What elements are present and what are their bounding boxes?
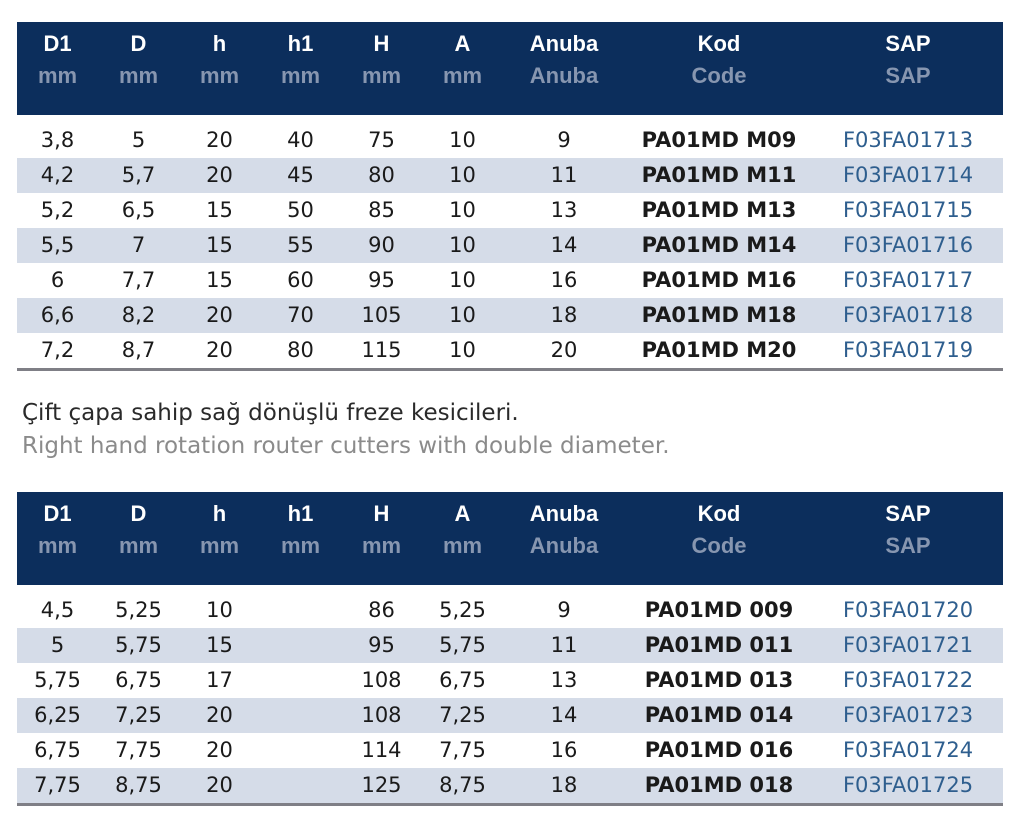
table-cell: 4,2 (17, 158, 98, 193)
column-header-unit: Anuba (529, 63, 599, 88)
table-cell: 17 (206, 668, 233, 692)
column-header-unit: Anuba (529, 533, 599, 558)
table-cell: 10 (422, 228, 503, 263)
column-header-unit: mm (37, 533, 78, 558)
table-cell: 75 (368, 128, 395, 152)
table-cell: 13 (550, 668, 578, 692)
table-2-body (17, 585, 1003, 805)
product-code-cell: PA01MD M16 (641, 268, 797, 292)
table-cell: 11 (503, 158, 625, 193)
table-cell: 3,8 (40, 128, 75, 152)
table-cell: 14 (503, 698, 625, 733)
table-cell: 5,25 (439, 598, 486, 622)
table-cell: 45 (260, 158, 341, 193)
column-header-unit: mm (199, 533, 240, 558)
column-header-unit: mm (442, 63, 483, 88)
column-header-label: H (373, 31, 390, 56)
sap-code-cell: F03FA01723 (813, 698, 1003, 733)
product-code-cell: PA01MD 014 (625, 698, 813, 733)
table-cell: 6,75 (115, 668, 162, 692)
table-row (17, 263, 1003, 298)
table-cell: 70 (260, 298, 341, 333)
column-header (260, 492, 341, 585)
product-code-cell: PA01MD 016 (644, 738, 794, 762)
sap-code-cell: F03FA01724 (842, 738, 974, 762)
table-cell: 10 (422, 333, 503, 370)
table-cell: 5,75 (98, 628, 179, 663)
table-cell: 7,75 (17, 768, 98, 805)
table-cell (260, 698, 341, 733)
table-cell: 8,75 (98, 768, 179, 805)
column-header (813, 22, 1003, 115)
column-header-label: SAP (885, 501, 931, 526)
product-code-cell: PA01MD 018 (625, 768, 813, 805)
table-cell: 10 (422, 158, 503, 193)
table-cell (260, 733, 341, 768)
table-cell: 5,5 (17, 228, 98, 263)
table-cell: 105 (341, 298, 422, 333)
table-cell: 6,6 (17, 298, 98, 333)
column-header-label: A (454, 501, 471, 526)
product-code-cell: PA01MD M20 (625, 333, 813, 370)
table-cell (260, 593, 341, 628)
column-header-unit: Code (691, 63, 747, 88)
table-cell: 125 (341, 768, 422, 805)
column-header-unit: mm (118, 533, 159, 558)
table-row (17, 193, 1003, 228)
table-cell: 6,75 (34, 738, 81, 762)
table-cell: 18 (503, 768, 625, 805)
table-cell: 95 (368, 268, 395, 292)
product-code-cell: PA01MD M11 (625, 158, 813, 193)
column-header-unit: mm (361, 533, 402, 558)
table-cell: 86 (368, 598, 395, 622)
product-code-cell: PA01MD 011 (625, 628, 813, 663)
column-header-unit: Code (691, 533, 747, 558)
table-cell (260, 663, 341, 698)
table-cell: 10 (449, 198, 476, 222)
table-cell: 108 (341, 698, 422, 733)
table-cell (260, 628, 341, 663)
table-cell: 7,25 (422, 698, 503, 733)
table-row (17, 628, 1003, 663)
table-row (17, 733, 1003, 768)
table-cell: 9 (557, 128, 571, 152)
table-row (17, 228, 1003, 263)
table-row (17, 333, 1003, 370)
cutter-table-1 (17, 22, 1003, 371)
table-cell: 10 (206, 598, 233, 622)
table-row (17, 768, 1003, 805)
table-1-body (17, 115, 1003, 370)
table-cell: 13 (550, 198, 578, 222)
column-header-unit: SAP (885, 533, 931, 558)
column-header-unit: mm (361, 63, 402, 88)
column-header (625, 492, 813, 585)
table-cell: 7,2 (17, 333, 98, 370)
sap-code-cell: F03FA01725 (813, 768, 1003, 805)
column-header-label: D (130, 501, 147, 526)
column-header (341, 22, 422, 115)
table-cell: 20 (179, 158, 260, 193)
column-header (17, 22, 98, 115)
column-header (98, 22, 179, 115)
table-cell: 9 (557, 598, 571, 622)
column-header (341, 492, 422, 585)
product-code-cell: PA01MD M14 (625, 228, 813, 263)
table-cell: 5,75 (34, 668, 81, 692)
cutter-table-2 (17, 492, 1003, 806)
column-header-label: h1 (287, 501, 314, 526)
table-cell: 15 (206, 198, 233, 222)
sap-code-cell: F03FA01718 (813, 298, 1003, 333)
product-code-cell: PA01MD M13 (641, 198, 797, 222)
column-header-label: H (373, 501, 390, 526)
header-gap (17, 115, 1003, 123)
sap-code-cell: F03FA01713 (842, 128, 974, 152)
column-header (503, 492, 625, 585)
sap-code-cell: F03FA01721 (813, 628, 1003, 663)
table-cell: 8,75 (422, 768, 503, 805)
table-cell: 80 (260, 333, 341, 370)
table-cell: 95 (341, 628, 422, 663)
table-cell: 8,7 (98, 333, 179, 370)
table-cell: 5,2 (40, 198, 75, 222)
sap-code-cell: F03FA01716 (813, 228, 1003, 263)
table-cell: 5 (17, 628, 98, 663)
table-cell: 20 (179, 298, 260, 333)
column-header-label: Kod (697, 31, 741, 56)
table-cell: 5,7 (98, 158, 179, 193)
column-header (98, 492, 179, 585)
table-cell: 80 (341, 158, 422, 193)
sap-code-cell: F03FA01714 (813, 158, 1003, 193)
column-header-label: D1 (43, 501, 72, 526)
table-cell: 7,25 (98, 698, 179, 733)
table-cell: 20 (179, 698, 260, 733)
sap-code-cell: F03FA01722 (842, 668, 974, 692)
column-header-label: D (130, 31, 147, 56)
column-header-label: Anuba (529, 31, 599, 56)
table-cell: 55 (260, 228, 341, 263)
table-cell: 18 (503, 298, 625, 333)
table-cell: 85 (368, 198, 395, 222)
sap-code-cell: F03FA01715 (842, 198, 974, 222)
table-cell: 20 (206, 128, 233, 152)
product-code-cell: PA01MD 013 (644, 668, 794, 692)
table-cell: 15 (179, 628, 260, 663)
column-header-unit: mm (442, 533, 483, 558)
table-cell: 60 (287, 268, 314, 292)
table-cell (260, 768, 341, 805)
table-cell: 5 (131, 128, 146, 152)
table-row (17, 123, 1003, 158)
column-header-label: h (212, 501, 227, 526)
table-cell: 4,5 (40, 598, 75, 622)
table-cell: 114 (361, 738, 402, 762)
column-header (179, 22, 260, 115)
column-header (422, 492, 503, 585)
table-cell: 5,75 (422, 628, 503, 663)
table-cell: 20 (179, 768, 260, 805)
sap-code-cell: F03FA01720 (842, 598, 974, 622)
table-cell: 6 (50, 268, 65, 292)
product-code-cell: PA01MD M18 (625, 298, 813, 333)
table-row (17, 298, 1003, 333)
table-cell: 6,5 (121, 198, 156, 222)
column-header-unit: mm (280, 63, 321, 88)
product-code-cell: PA01MD 009 (644, 598, 794, 622)
table-cell: 90 (341, 228, 422, 263)
column-header (260, 22, 341, 115)
table-cell: 14 (503, 228, 625, 263)
column-header (17, 492, 98, 585)
column-header-unit: mm (280, 533, 321, 558)
column-header-unit: mm (118, 63, 159, 88)
table-cell: 7,7 (121, 268, 156, 292)
column-header (625, 22, 813, 115)
product-code-cell: PA01MD M09 (641, 128, 797, 152)
table-cell: 7,75 (115, 738, 162, 762)
table-row (17, 698, 1003, 733)
column-header-label: Anuba (529, 501, 599, 526)
table-cell: 6,75 (439, 668, 486, 692)
table-cell: 20 (206, 738, 233, 762)
column-header-label: h (212, 31, 227, 56)
table-cell: 11 (503, 628, 625, 663)
table-cell: 10 (449, 268, 476, 292)
table-cell: 40 (287, 128, 314, 152)
column-header-label: Kod (697, 501, 741, 526)
column-header (179, 492, 260, 585)
column-header-unit: mm (199, 63, 240, 88)
column-header-unit: mm (37, 63, 78, 88)
caption-turkish: Çift çapa sahip sağ dönüşlü freze kesicileri. (22, 400, 519, 426)
column-header-unit: SAP (885, 63, 931, 88)
table-cell: 15 (206, 268, 233, 292)
table-cell: 5,25 (115, 598, 162, 622)
table-cell: 10 (422, 298, 503, 333)
table-cell: 7 (98, 228, 179, 263)
table-cell: 50 (287, 198, 314, 222)
caption-english: Right hand rotation router cutters with double diameter. (22, 433, 670, 459)
table-cell: 6,25 (17, 698, 98, 733)
header-gap-cell (17, 585, 1003, 593)
column-header-label: D1 (43, 31, 72, 56)
header-gap-cell (17, 115, 1003, 123)
table-cell: 20 (503, 333, 625, 370)
table-cell: 108 (361, 668, 402, 692)
header-gap (17, 585, 1003, 593)
column-header-label: A (454, 31, 471, 56)
table-cell: 15 (179, 228, 260, 263)
table-row (17, 158, 1003, 193)
table-cell: 115 (341, 333, 422, 370)
table-cell: 10 (449, 128, 476, 152)
column-header (503, 22, 625, 115)
column-header-label: SAP (885, 31, 931, 56)
sap-code-cell: F03FA01719 (813, 333, 1003, 370)
table-cell: 20 (179, 333, 260, 370)
table-cell: 7,75 (439, 738, 486, 762)
table-row (17, 663, 1003, 698)
column-header (813, 492, 1003, 585)
table-cell: 16 (550, 738, 578, 762)
column-header (422, 22, 503, 115)
table-cell: 16 (550, 268, 578, 292)
table-cell: 8,2 (98, 298, 179, 333)
column-header-label: h1 (287, 31, 314, 56)
table-row (17, 593, 1003, 628)
table-2-header (17, 492, 1003, 585)
table-1-header (17, 22, 1003, 115)
sap-code-cell: F03FA01717 (842, 268, 974, 292)
